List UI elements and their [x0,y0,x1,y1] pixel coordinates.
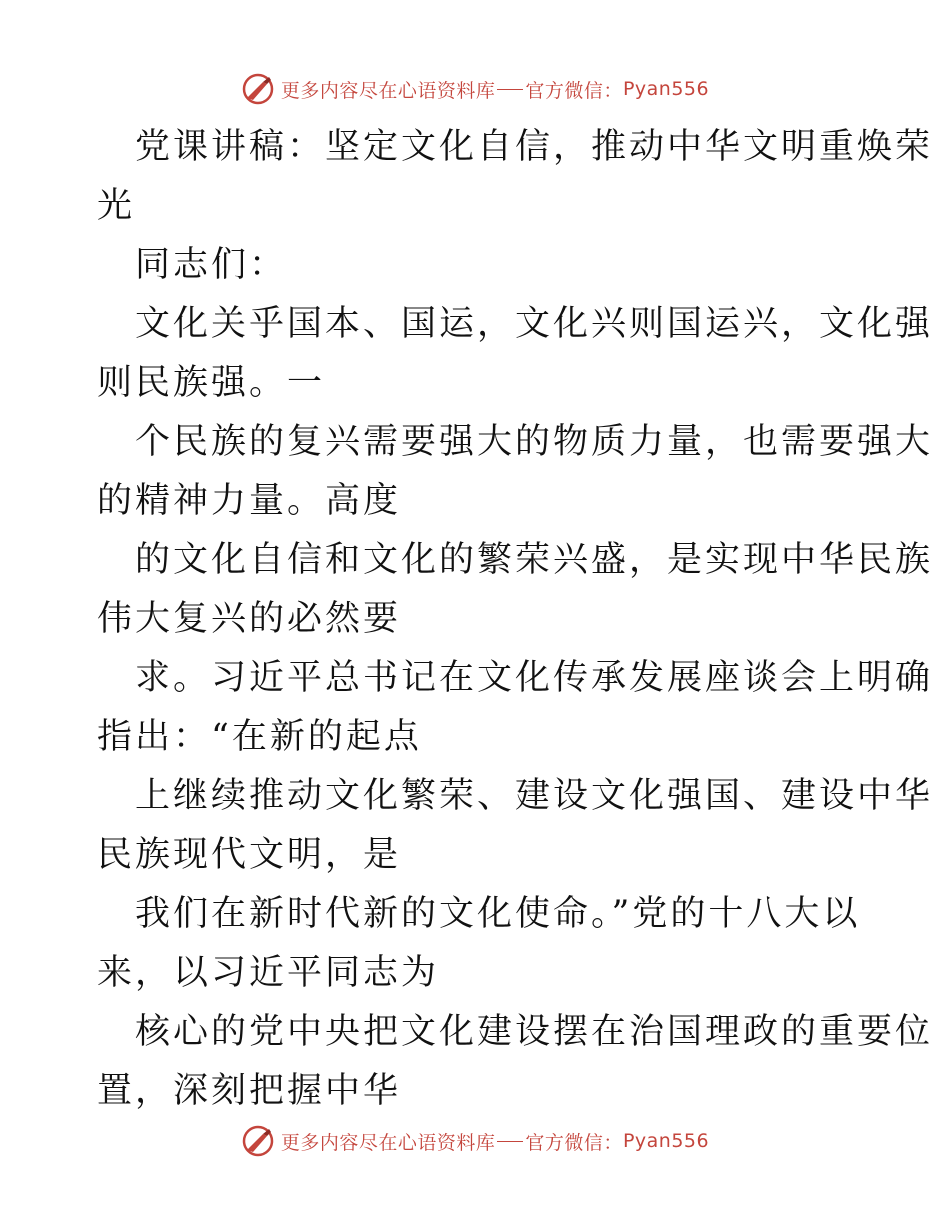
watermark-wechat-id: Pyan556 [622,78,710,100]
paragraph-line: 的精神力量。高度 [97,481,402,521]
paragraph-line: 求。习近平总书记在文化传承发展座谈会上明确 [135,658,934,698]
watermark-suffix: 官方微信： [525,79,623,102]
watermark-header [0,72,950,106]
paragraph-line: 民族现代文明，是 [97,835,402,875]
title-line-1: 党课讲稿：坚定文化自信，推动中华文明重焕荣 [135,127,934,167]
fountain-pen-logo-icon [241,1124,275,1158]
paragraph-line: 的文化自信和文化的繁荣兴盛，是实现中华民族 [135,540,934,580]
paragraph-line: 伟大复兴的必然要 [97,599,402,639]
paragraph-line: 则民族强。一 [97,363,326,403]
fountain-pen-logo-icon [241,72,275,106]
paragraph-line: 文化关乎国本、国运，文化兴则国运兴，文化强 [135,304,934,344]
watermark-dash [497,1141,523,1142]
watermark-footer [0,1124,950,1158]
watermark-suffix: 官方微信： [525,1131,623,1154]
watermark-wechat-id: Pyan556 [622,1130,710,1152]
salutation: 同志们： [135,245,288,285]
paragraph-line: 核心的党中央把文化建设摆在治国理政的重要位 [135,1012,934,1052]
title-line-2: 光 [97,186,136,226]
paragraph-line: 置，深刻把握中华 [97,1071,402,1111]
paragraph-line: 个民族的复兴需要强大的物质力量，也需要强大 [135,422,934,462]
paragraph-line: 我们在新时代新的文化使命。”党的十八大以 [135,894,861,934]
paragraph-line: 上继续推动文化繁荣、建设文化强国、建设中华 [135,776,934,816]
watermark-dash [497,89,523,90]
paragraph-line: 来，以习近平同志为 [97,953,440,993]
watermark-text: 更多内容尽在心语资料库 [280,1131,496,1154]
document-body [97,118,934,1121]
paragraph-line: 指出：“在新的起点 [97,717,422,757]
watermark-text: 更多内容尽在心语资料库 [280,79,496,102]
